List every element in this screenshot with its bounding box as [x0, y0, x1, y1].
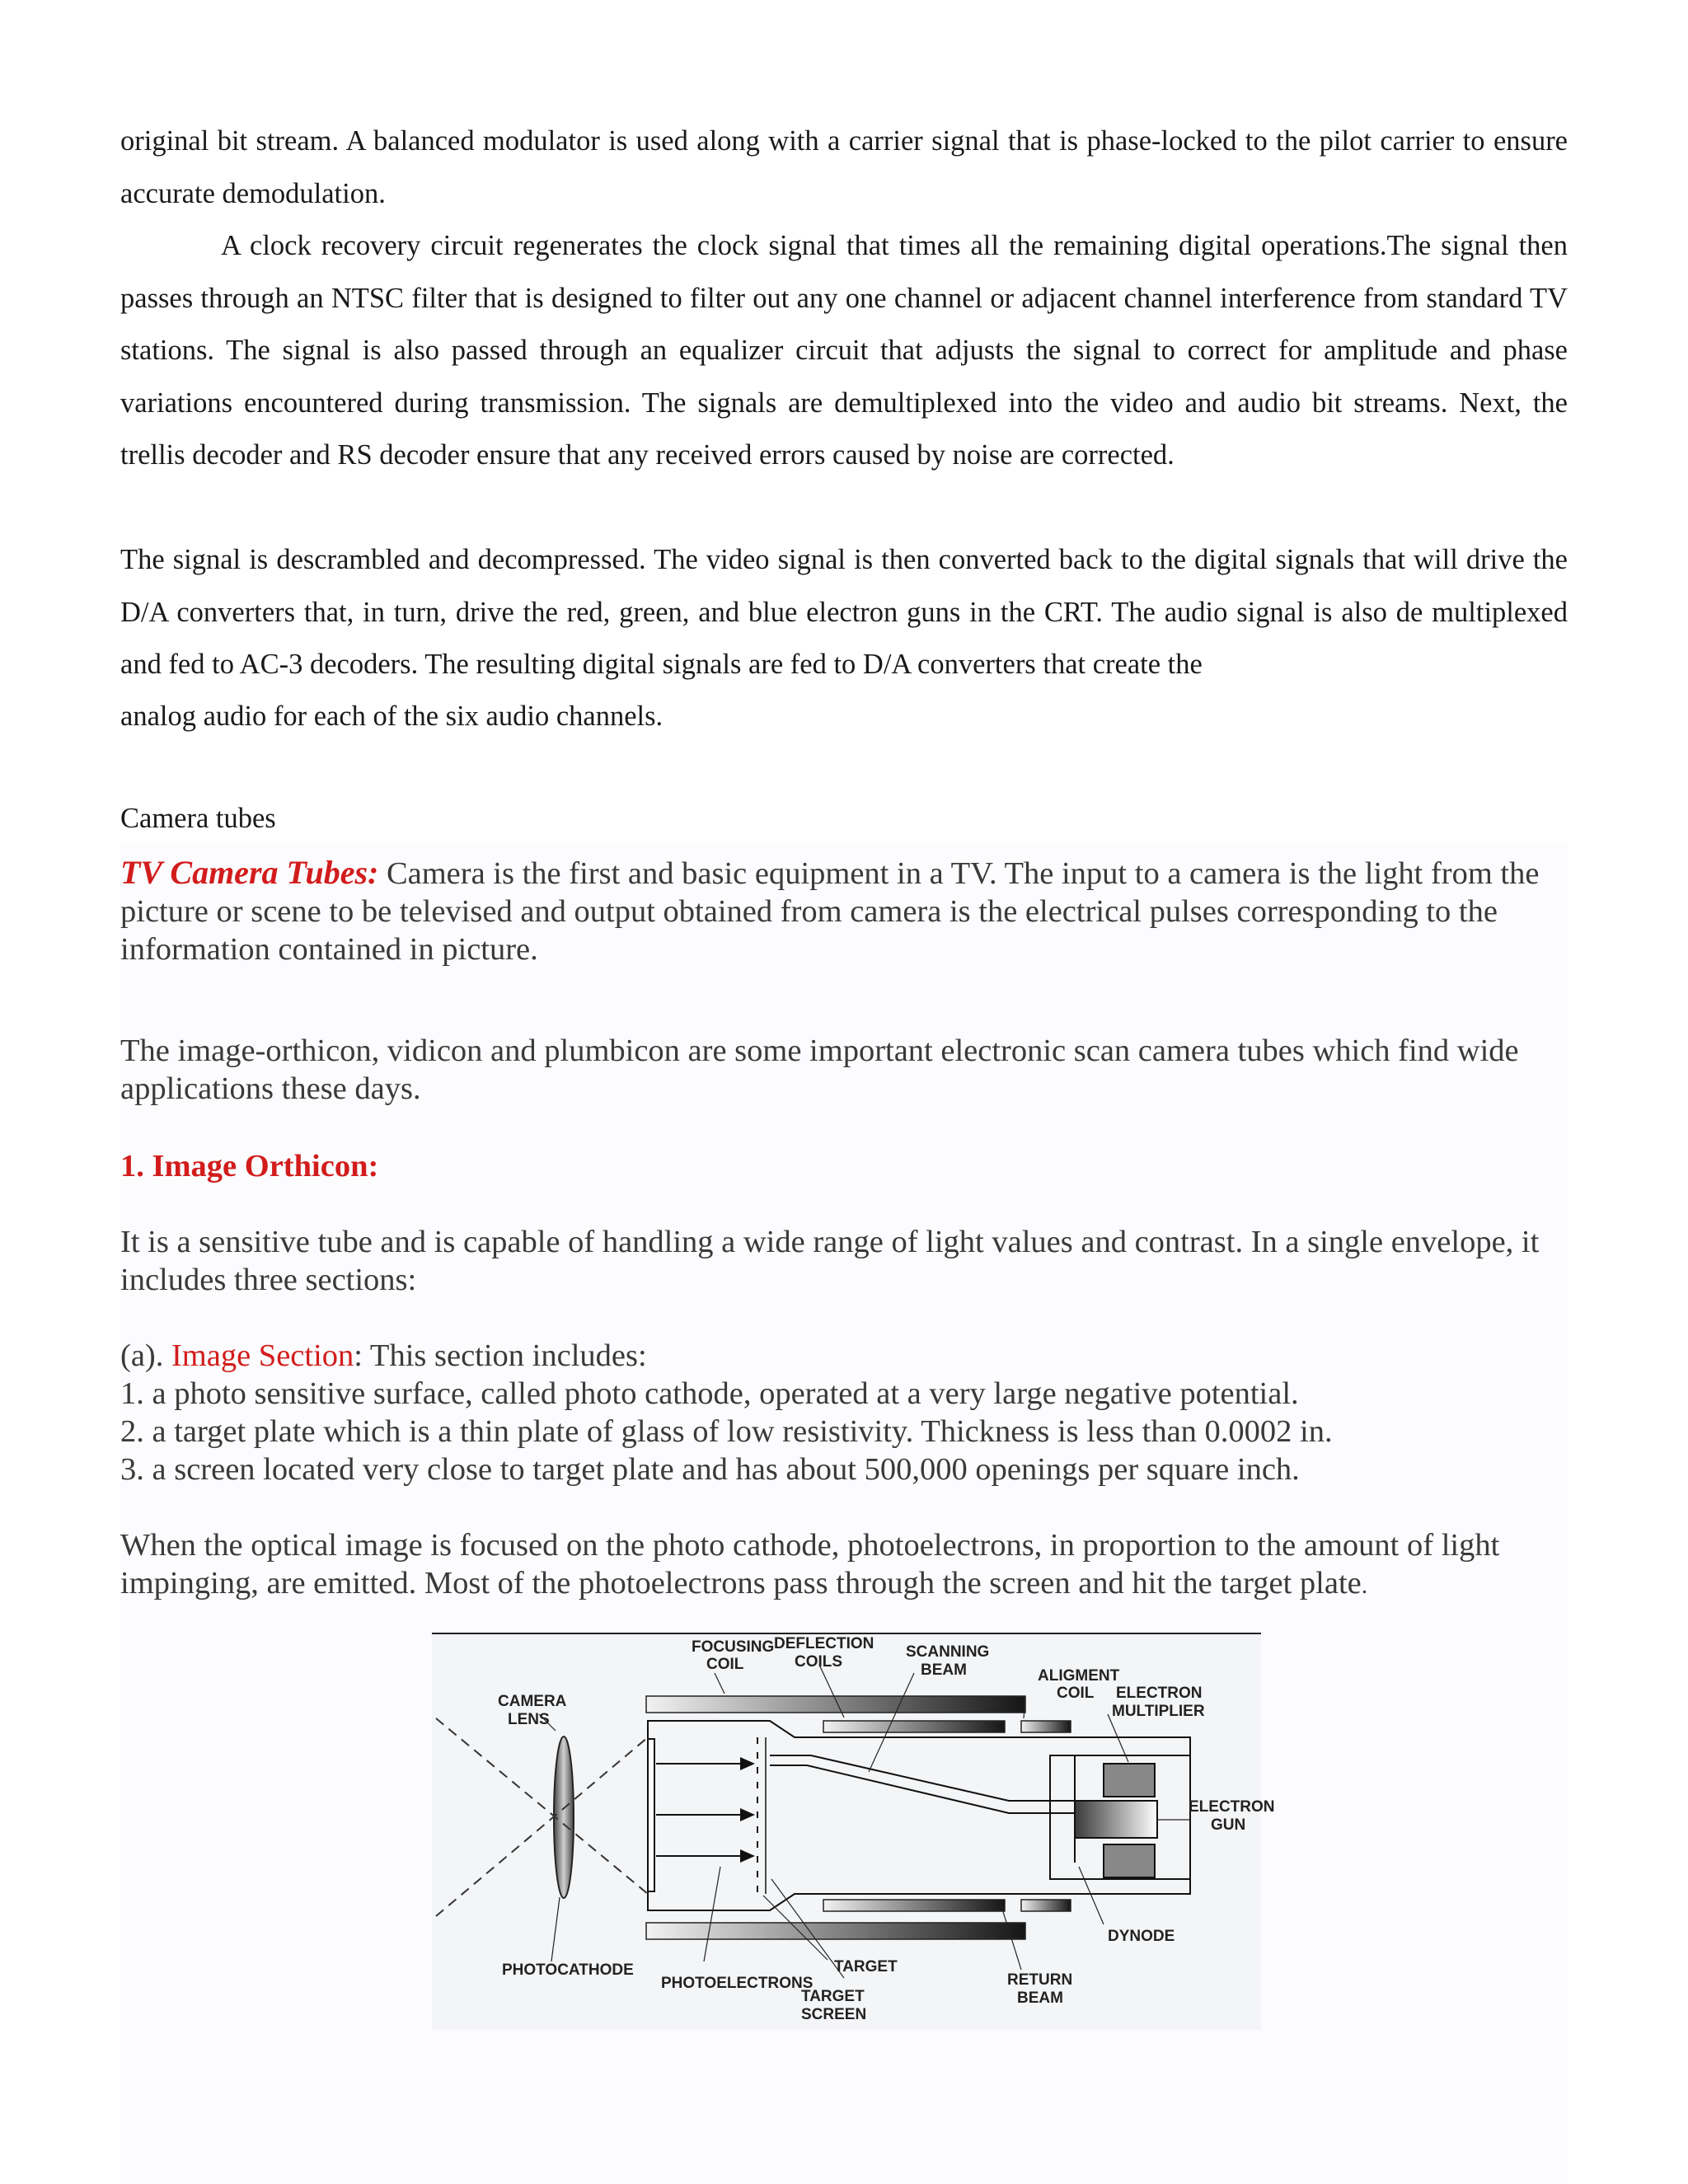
leader-line [704, 1867, 720, 1961]
electron-multiplier-block [1104, 1764, 1155, 1797]
label-photoelectrons: PHOTOELECTRONS [661, 1975, 814, 1992]
light-ray [436, 1737, 648, 1916]
electron-gun [1075, 1801, 1157, 1838]
paragraph-optical-image: When the optical image is focused on the photo cathode, photoelectrons, in proportion to the amount of light impinging, are emitted. Most of the photoelectrons pass through the screen and hit the target plate. [120, 1528, 1500, 1601]
light-ray [436, 1718, 648, 1894]
paragraph-camera-tube-types: The image-orthicon, vidicon and plumbicon are some important electronic scan camera tubes which find wide applications these days. [120, 1033, 1519, 1106]
paragraph-clock-recovery: A clock recovery circuit regenerates the clock signal that times all the remaining digital operations.The signal then passes through an NTSC filter that is designed to filter out any one channel or adjacent channel interference from standard TV stations. The signal is also passed through an equalizer circuit that adjusts the signal to correct for amplitude and phase variations encountered during transmission. The signals are demultiplexed into the video and audio bit streams. Next, the trellis decoder and RS decoder ensure that any received errors caused by noise are corrected. [120, 230, 1568, 471]
orthicon-diagram-svg [432, 1632, 1275, 2030]
focusing-coil-top-bar [646, 1696, 1025, 1713]
camera-lens [554, 1736, 574, 1898]
label-deflection-coils: COILS [795, 1653, 843, 1671]
tv-camera-tubes-label: TV Camera Tubes: [120, 854, 379, 891]
label-focusing-coil: COIL [706, 1656, 744, 1673]
list-item: 3. a screen located very close to target plate and has about 500,000 openings per square inch. [120, 1452, 1300, 1487]
deflection-coil-bottom-bar [823, 1900, 1005, 1911]
label-camera-lens: LENS [508, 1711, 550, 1728]
label-camera-lens: CAMERA [498, 1693, 567, 1710]
label-photocathode: PHOTOCATHODE [502, 1961, 634, 1979]
label-focusing-coil: FOCUSING [692, 1638, 775, 1656]
label-electron-gun: ELECTRON [1189, 1798, 1275, 1816]
label-target-screen: TARGET [801, 1988, 865, 2005]
photocathode-plate [648, 1739, 654, 1891]
alignment-coil-bottom-bar [1021, 1900, 1071, 1911]
label-aligment-coil: ALIGMENT [1038, 1667, 1120, 1685]
return-beam-path [770, 1765, 1075, 1813]
label-electron-gun: GUN [1211, 1816, 1246, 1834]
section-heading-camera-tubes: Camera tubes [120, 803, 276, 834]
paragraph-orthicon-description: It is a sensitive tube and is capable of handling a wide range of light values and contrast. In a single envelope, it includes three sections: [120, 1225, 1540, 1297]
leader-line [715, 1673, 724, 1694]
leader-line [551, 1897, 560, 1961]
scanning-beam-path [770, 1755, 1075, 1801]
dynode-block [1104, 1844, 1155, 1877]
label-scanning-beam: SCANNING [906, 1643, 990, 1661]
label-return-beam: BEAM [1017, 1990, 1063, 2007]
list-item: 1. a photo sensitive surface, called photo cathode, operated at a very large negative potential. [120, 1376, 1299, 1411]
label-aligment-coil: COIL [1057, 1685, 1095, 1702]
paragraph-analog-audio: analog audio for each of the six audio channels. [120, 701, 663, 732]
image-section-heading: (a). Image Section: This section includes: [120, 1338, 647, 1373]
label-target: TARGET [834, 1958, 898, 1975]
paragraph-descrambled: The signal is descrambled and decompressed. The video signal is then converted back to the digital signals that will drive the D/A converters that, in turn, drive the red, green, and blue electron guns in the CRT. The audio signal is also de multiplexed and fed to AC-3 decoders. The resulting digital signals are fed to D/A converters that create the [120, 544, 1568, 680]
list-item: 2. a target plate which is a thin plate of glass of low resistivity. Thickness is less than 0.0002 in. [120, 1414, 1333, 1449]
alignment-coil-top-bar [1021, 1721, 1071, 1732]
label-electron-multiplier: ELECTRON [1116, 1685, 1203, 1702]
deflection-coil-top-bar [823, 1721, 1005, 1732]
label-target-screen: SCREEN [801, 2006, 867, 2023]
focusing-coil-bottom-bar [646, 1923, 1025, 1939]
paragraph-tv-camera-tubes: TV Camera Tubes: Camera is the first and basic equipment in a TV. The input to a camera is the light from the picture or scene to be televised and output obtained from camera is the electrical pulses corresponding to the information contained in picture. [120, 854, 1540, 967]
label-dynode: DYNODE [1108, 1928, 1175, 1945]
paragraph-bit-stream: original bit stream. A balanced modulator is used along with a carrier signal that is phase-locked to the pilot carrier to ensure accurate demodulation. [120, 125, 1568, 209]
image-orthicon-diagram [432, 1632, 1275, 2030]
label-deflection-coils: DEFLECTION [774, 1635, 874, 1652]
label-electron-multiplier: MULTIPLIER [1112, 1703, 1205, 1720]
label-scanning-beam: BEAM [921, 1661, 967, 1679]
image-section-list [120, 1337, 1568, 1488]
heading-image-orthicon: 1. Image Orthicon: [120, 1149, 379, 1183]
leader-line [1079, 1867, 1104, 1924]
label-return-beam: RETURN [1007, 1971, 1073, 1989]
